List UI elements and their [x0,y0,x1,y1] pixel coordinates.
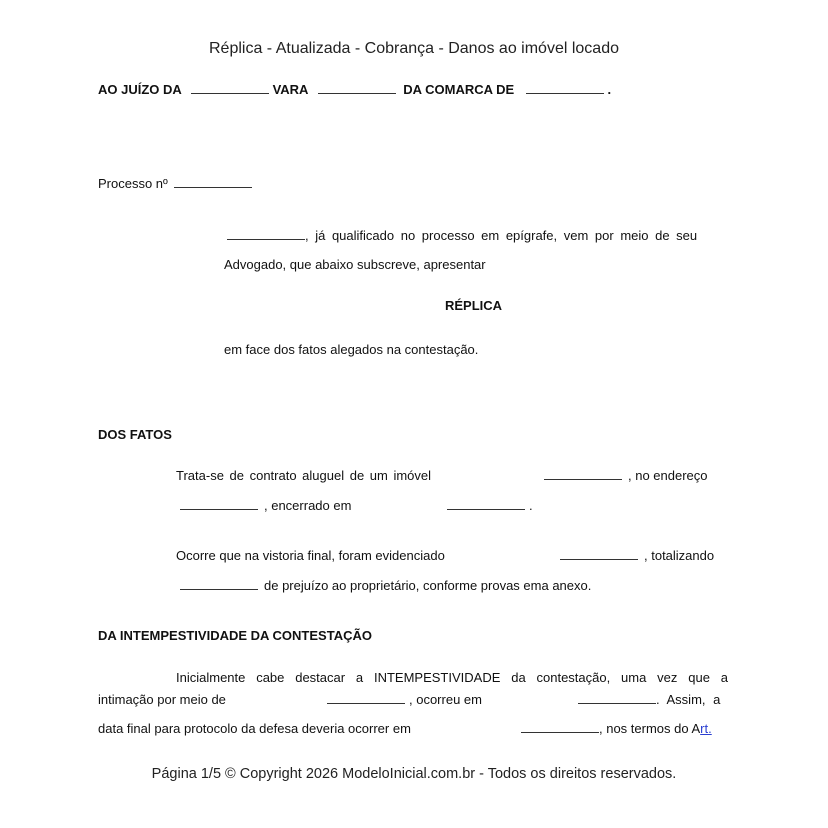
court-header-text: DA COMARCA DE [403,82,515,97]
fatos-text: Trata-se de contrato aluguel de um imóvel [176,468,432,483]
intemp-text: , nos termos do A [599,721,701,736]
intemp-text: , ocorreu em [409,692,482,707]
amount-field[interactable] [180,578,258,590]
fatos-p2-line1-end [560,548,714,563]
court-header-text: VARA [272,82,308,97]
fatos-p1-line2-end [447,498,533,513]
intemp-line3-a: data final para protocolo da defesa deveria ocorrer em [98,721,411,736]
intemp-line2-a: intimação por meio de [98,692,226,707]
process-number-field[interactable] [174,176,252,188]
deadline-date-field[interactable] [521,721,599,733]
face-line: em face dos fatos alegados na contestação. [224,342,479,357]
blank-field[interactable] [526,82,604,94]
intemp-line2-c [578,692,720,707]
article-link[interactable]: rt. [700,721,712,736]
fatos-p1-line1-end [544,468,708,483]
document-title: Réplica - Atualizada - Cobrança - Danos ao imóvel locado [209,40,619,57]
intemp-text: . Assim, a [656,692,721,707]
fatos-p2-line1: Ocorre que na vistoria final, foram evidenciado [176,548,445,563]
intemp-line3-b [521,721,712,736]
intro-line-2: Advogado, que abaixo subscreve, apresentar [224,257,486,272]
court-header [98,82,611,97]
process-label: Processo nº [98,176,168,191]
replica-title: RÉPLICA [445,298,503,313]
blank-field[interactable] [191,82,269,94]
party-name-field[interactable] [227,228,305,240]
notice-date-field[interactable] [578,692,656,704]
fatos-text: , encerrado em [264,498,352,513]
court-header-text: AO JUÍZO DA [98,82,182,97]
property-field[interactable] [544,468,622,480]
intemp-line2-b [327,692,482,707]
intemp-line1: Inicialmente cabe destacar a INTEMPESTIVIDADE da contestação, uma vez que a [176,670,728,685]
intro-line-1 [227,228,728,243]
fatos-text: de prejuízo ao proprietário, conforme provas ema anexo. [264,578,592,593]
intro-text: , já qualificado no processo em epígrafe, vem por meio de seu [305,228,698,243]
process-number-line [98,176,252,191]
fatos-text: , totalizando [644,548,715,563]
court-header-end: . [607,82,612,97]
notice-method-field[interactable] [327,692,405,704]
address-field[interactable] [180,498,258,510]
section-heading-intempestividade: DA INTEMPESTIVIDADE DA CONTESTAÇÃO [98,628,372,643]
fatos-text: . [529,498,533,513]
page-footer: Página 1/5 © Copyright 2026 ModeloInicial.com.br - Todos os direitos reservados. [151,766,677,782]
fatos-p2-line2 [180,578,591,593]
fatos-p1-line1 [176,468,431,483]
fatos-text: , no endereço [628,468,708,483]
blank-field[interactable] [318,82,396,94]
fatos-p1-line2 [180,498,351,513]
damages-field[interactable] [560,548,638,560]
end-date-field[interactable] [447,498,525,510]
section-heading-fatos: DOS FATOS [98,427,172,442]
